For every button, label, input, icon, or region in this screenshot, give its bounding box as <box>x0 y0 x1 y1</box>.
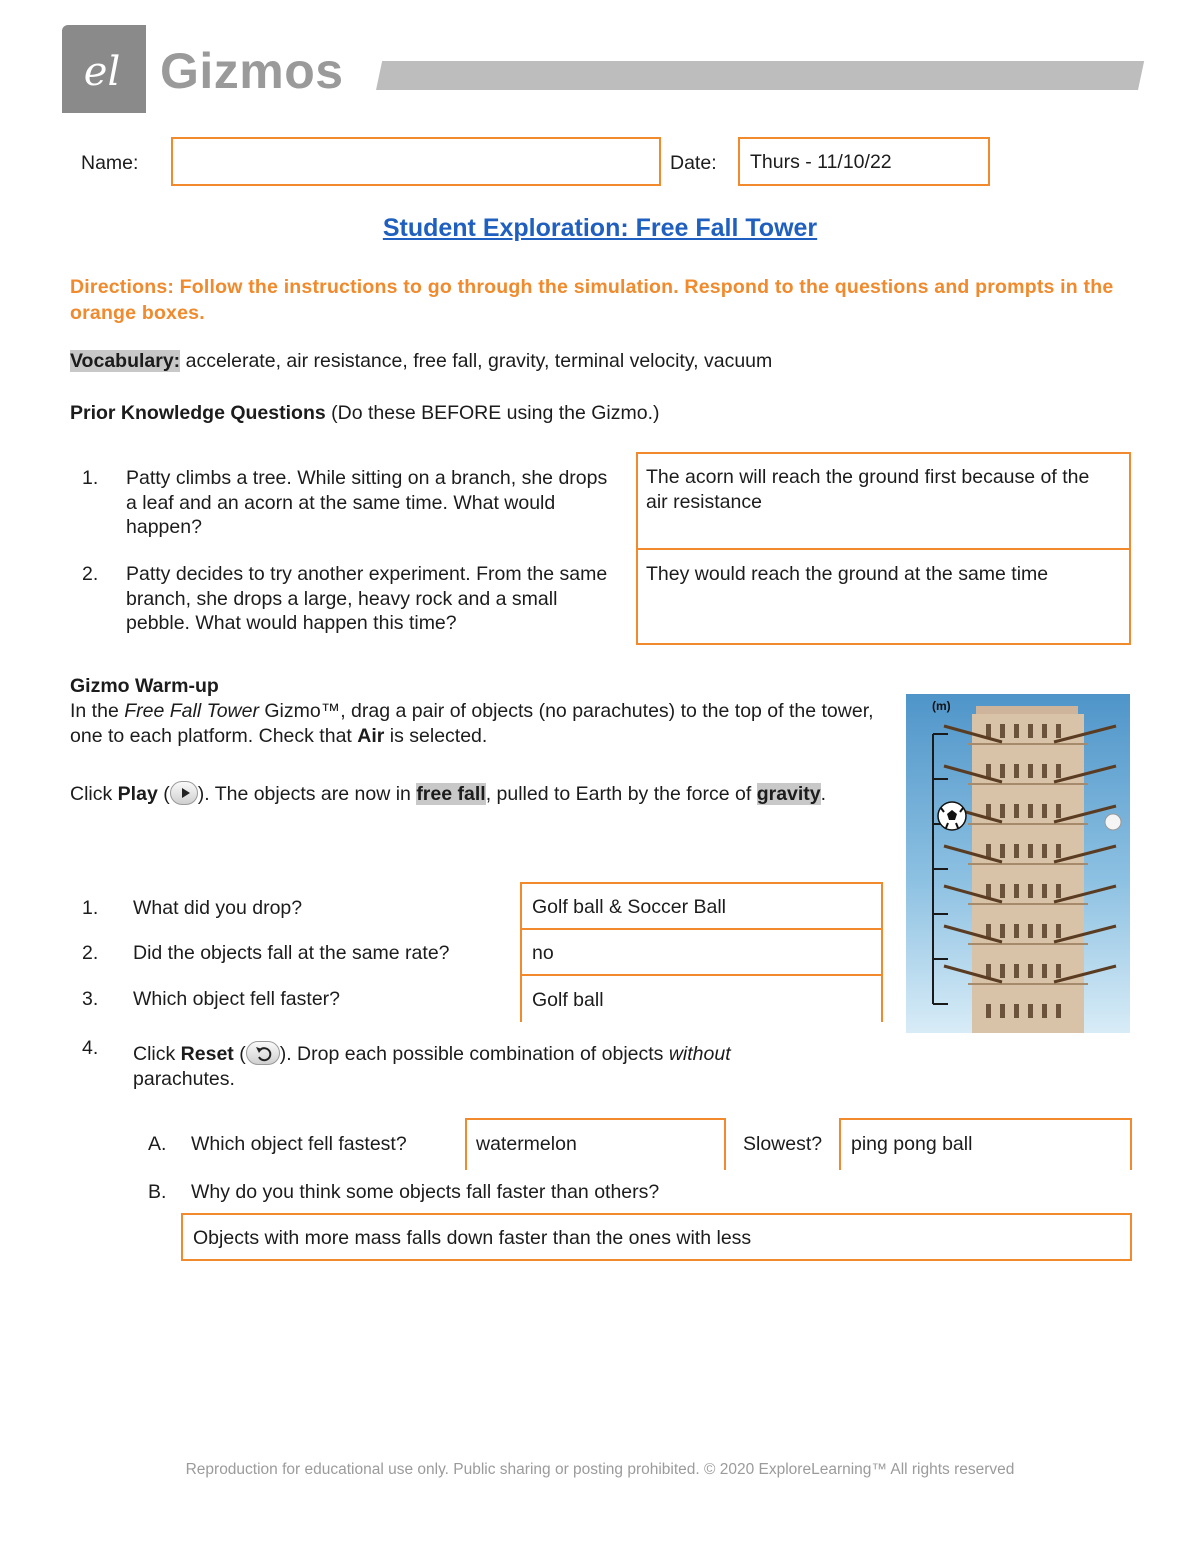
wu-q2-text: Did the objects fall at the same rate? <box>133 942 450 964</box>
slowest-answer-box[interactable] <box>839 1118 1132 1170</box>
tower-unit-label: (m) <box>932 699 951 713</box>
date-label: Date: <box>670 152 717 174</box>
directions: Directions: Follow the instructions to go through the simulation. Respond to the questions and prompts in the orange boxes. <box>70 276 1114 324</box>
golf-ball-icon <box>1105 814 1121 830</box>
pk-q1-number: 1. <box>82 467 99 489</box>
wu-q4-number: 4. <box>82 1037 99 1059</box>
pk-q2-answer-box[interactable] <box>636 548 1131 645</box>
wu-q2-number: 2. <box>82 942 99 964</box>
wu-qa-text: Which object fell fastest? <box>191 1133 407 1155</box>
warmup-paragraph-1: In the Free Fall Tower Gizmo™, drag a pair of objects (no parachutes) to the top of the tower, one to each platform. Check that Air is selected. <box>70 700 874 747</box>
wu-q1-number: 1. <box>82 897 99 919</box>
el-logo-icon <box>62 25 146 113</box>
page-title: Student Exploration: Free Fall Tower <box>382 214 818 242</box>
wu-q1-answer-box[interactable] <box>520 882 883 930</box>
wu-qa-letter: A. <box>148 1133 167 1155</box>
pk-q2-text: Patty decides to try another experiment. From the same branch, she drops a large, heavy rock and a small pebble. What would happen this time? <box>126 563 608 634</box>
slowest-answer: ping pong ball <box>851 1133 973 1155</box>
gizmos-brand: Gizmos <box>160 43 344 99</box>
warmup-paragraph-2: Click Play ( ). The objects are now in free fall, pulled to Earth by the force of gravity. <box>70 783 827 805</box>
prior-knowledge-heading: Prior Knowledge Questions (Do these BEFORE using the Gizmo.) <box>70 402 660 424</box>
play-icon <box>170 781 198 805</box>
wu-q3-answer-box[interactable] <box>520 974 883 1022</box>
wu-q2-answer: no <box>532 942 554 964</box>
wu-q3-answer: Golf ball <box>532 989 604 1011</box>
name-field[interactable] <box>171 137 661 186</box>
slowest-label: Slowest? <box>743 1133 823 1155</box>
pk-q2-number: 2. <box>82 563 99 585</box>
free-fall-tower-image <box>906 694 1130 1033</box>
wu-q1-text: What did you drop? <box>133 897 303 919</box>
vocabulary-terms: accelerate, air resistance, free fall, gravity, terminal velocity, vacuum <box>180 350 773 372</box>
fastest-answer: watermelon <box>476 1133 577 1155</box>
wu-qb-answer: Objects with more mass falls down faster than the ones with less <box>193 1227 752 1249</box>
wu-q1-answer: Golf ball & Soccer Ball <box>532 896 727 918</box>
reset-icon <box>246 1041 280 1065</box>
wu-qb-text: Why do you think some objects fall faster than others? <box>191 1181 660 1203</box>
svg-text:el: el <box>83 49 121 95</box>
explorelearning-logo <box>62 25 146 113</box>
date-field[interactable]: Thurs - 11/10/22 <box>738 137 990 186</box>
vocabulary <box>70 349 1130 374</box>
wu-q4-text: Click Reset ( ). Drop each possible combination of objects without parachutes. <box>133 1043 731 1090</box>
pk-q2-answer: They would reach the ground at the same time <box>646 563 1049 585</box>
fastest-answer-box[interactable] <box>465 1118 726 1170</box>
pk-q1-text: Patty climbs a tree. While sitting on a branch, she drops a leaf and an acorn at the same time. What would happen? <box>126 467 608 538</box>
wu-q3-text: Which object fell faster? <box>133 988 341 1010</box>
wu-qb-letter: B. <box>148 1181 167 1203</box>
warmup-heading: Gizmo Warm-up <box>70 675 219 697</box>
vocabulary-label: Vocabulary: <box>70 350 181 372</box>
wu-q2-answer-box[interactable] <box>520 928 883 976</box>
pk-q1-answer-box[interactable] <box>636 452 1131 550</box>
soccer-ball-icon <box>938 802 966 830</box>
footer-copyright: Reproduction for educational use only. Public sharing or posting prohibited. © 2020 ExploreLearning™ All rights reserved <box>185 1461 1015 1478</box>
name-label: Name: <box>81 152 139 174</box>
header-bar <box>376 61 1144 90</box>
pk-q1-answer: The acorn will reach the ground first because of the air resistance <box>646 466 1090 513</box>
wu-qb-answer-box[interactable] <box>181 1213 1132 1261</box>
wu-q3-number: 3. <box>82 988 99 1010</box>
